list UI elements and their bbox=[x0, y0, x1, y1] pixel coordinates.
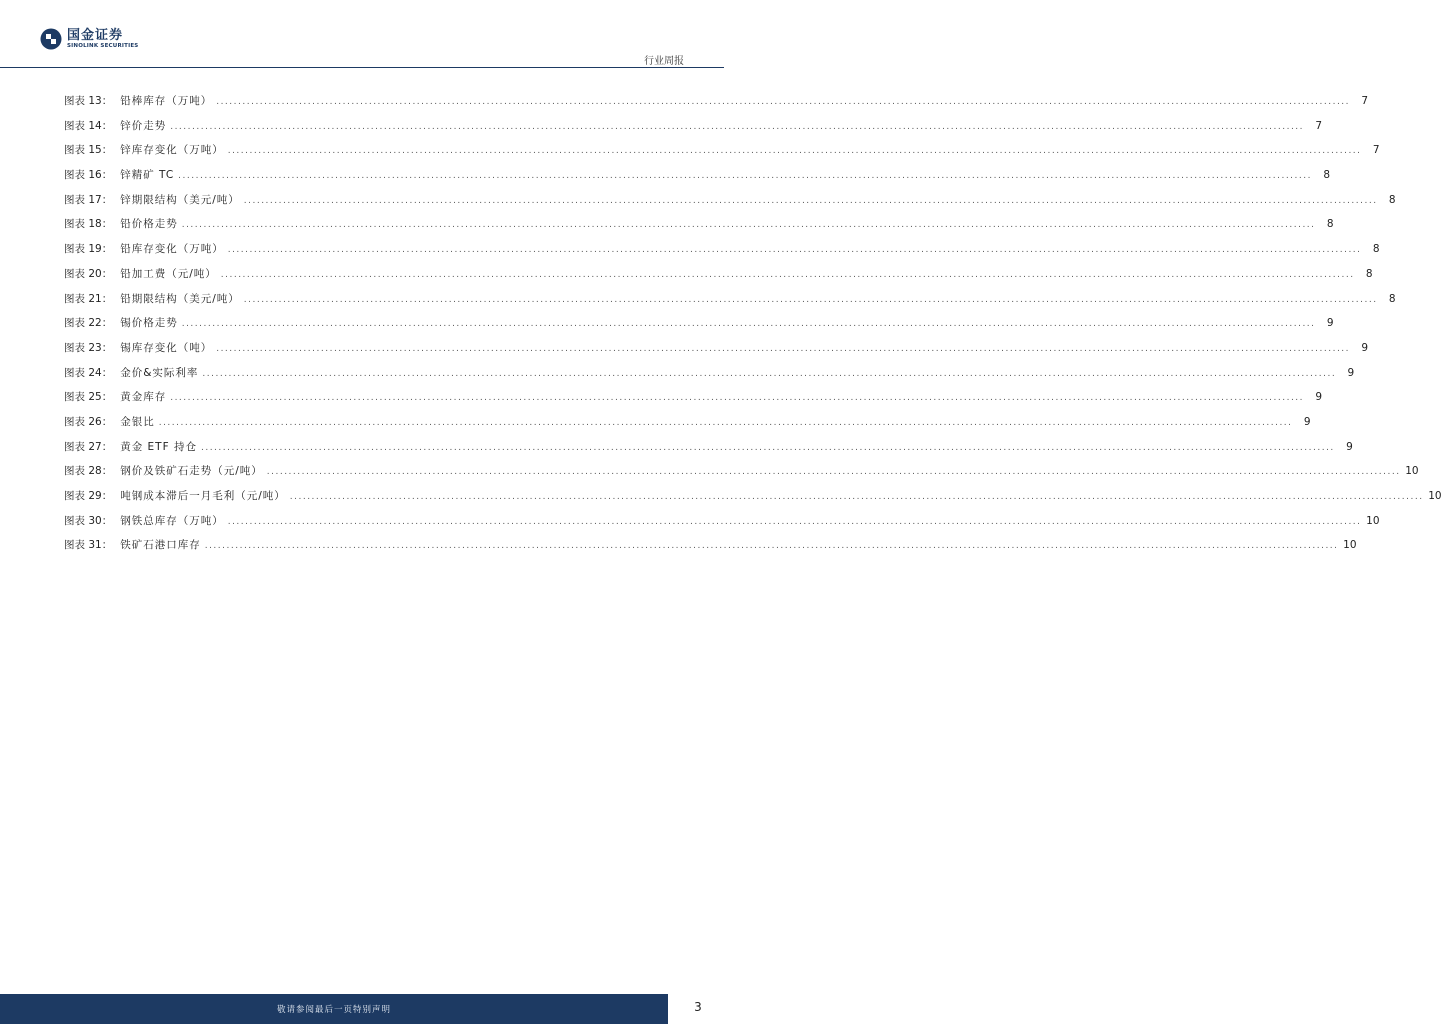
toc-entry[interactable] bbox=[64, 167, 1330, 192]
toc-page-number: 8 bbox=[1326, 218, 1334, 231]
toc-entry[interactable] bbox=[64, 241, 1380, 266]
toc-dot-leader: .................................................................................................................................................................................................................................................................... bbox=[200, 442, 1335, 453]
toc-dot-leader: .................................................................................................................................................................................................................................................................... bbox=[216, 97, 1351, 107]
toc-dot-leader: .................................................................................................................................................................................................................................................................... bbox=[216, 343, 1351, 354]
toc-figure-title: 金价&实际利率 bbox=[120, 366, 199, 379]
toc-figure-number: 图表 23： bbox=[64, 341, 113, 354]
brand-logo bbox=[40, 28, 138, 50]
toc-page-number: 10 bbox=[1366, 514, 1380, 527]
toc-figure-title: 钢铁总库存（万吨） bbox=[120, 514, 224, 527]
toc-dot-leader: .................................................................................................................................................................................................................................................................... bbox=[170, 121, 1305, 132]
toc-figure-title: 铅加工费（元/吨） bbox=[120, 267, 217, 280]
toc-dot-leader: .................................................................................................................................................................................................................................................................... bbox=[170, 393, 1305, 404]
toc-entry[interactable] bbox=[64, 340, 1369, 365]
toc-entry[interactable] bbox=[64, 142, 1380, 167]
toc-page-number: 7 bbox=[1372, 144, 1380, 157]
toc-figure-title: 锌价走势 bbox=[120, 119, 167, 132]
toc-dot-leader: .................................................................................................................................................................................................................................................................... bbox=[178, 171, 1312, 182]
toc-dot-leader: .................................................................................................................................................................................................................................................................... bbox=[181, 319, 1316, 330]
toc-figure-number: 图表 30： bbox=[64, 514, 113, 527]
toc-dot-leader: .................................................................................................................................................................................................................................................................... bbox=[158, 417, 1293, 428]
figure-index bbox=[64, 93, 1442, 562]
toc-dot-leader: .................................................................................................................................................................................................................................................................... bbox=[243, 294, 1378, 305]
toc-entry[interactable] bbox=[64, 93, 1369, 118]
toc-figure-title: 黄金 ETF 持仓 bbox=[120, 440, 197, 453]
toc-figure-title: 铅期限结构（美元/吨） bbox=[120, 292, 240, 305]
toc-dot-leader: .................................................................................................................................................................................................................................................................... bbox=[266, 467, 1401, 478]
toc-entry[interactable] bbox=[64, 513, 1380, 538]
toc-entry[interactable] bbox=[64, 439, 1353, 464]
toc-page-number: 8 bbox=[1372, 243, 1380, 256]
toc-figure-title: 铅价格走势 bbox=[120, 218, 178, 231]
toc-figure-number: 图表 19： bbox=[64, 243, 113, 256]
header-divider bbox=[0, 67, 724, 68]
toc-figure-title: 钢价及铁矿石走势（元/吨） bbox=[120, 465, 263, 478]
toc-entry[interactable] bbox=[64, 315, 1334, 340]
toc-page-number: 9 bbox=[1303, 415, 1311, 428]
sinolink-logo-icon bbox=[40, 28, 62, 50]
toc-figure-number: 图表 26： bbox=[64, 415, 113, 428]
toc-page-number: 8 bbox=[1323, 169, 1330, 182]
toc-entry[interactable] bbox=[64, 266, 1373, 291]
toc-page-number: 7 bbox=[1315, 119, 1323, 132]
toc-figure-title: 锡价格走势 bbox=[120, 317, 178, 330]
toc-figure-number: 图表 24： bbox=[64, 366, 113, 379]
toc-figure-title: 锌精矿 TC bbox=[120, 169, 175, 182]
toc-page-number: 9 bbox=[1326, 317, 1334, 330]
toc-dot-leader: .................................................................................................................................................................................................................................................................... bbox=[289, 492, 1424, 502]
toc-dot-leader: .................................................................................................................................................................................................................................................................... bbox=[204, 541, 1339, 552]
toc-entry[interactable] bbox=[64, 118, 1323, 143]
toc-figure-number: 图表 31： bbox=[64, 539, 113, 552]
toc-page-number: 9 bbox=[1361, 341, 1369, 354]
footer-disclaimer: 敬请参阅最后一页特别声明 bbox=[276, 1005, 391, 1015]
toc-figure-title: 黄金库存 bbox=[120, 391, 167, 404]
toc-page-number: 10 bbox=[1343, 539, 1357, 552]
report-type-label: 行业周报 bbox=[644, 56, 684, 67]
toc-figure-number: 图表 20： bbox=[64, 267, 113, 280]
toc-entry[interactable] bbox=[64, 414, 1311, 439]
toc-figure-number: 图表 16： bbox=[64, 169, 113, 182]
toc-dot-leader: .................................................................................................................................................................................................................................................................... bbox=[227, 245, 1362, 256]
toc-entry[interactable] bbox=[64, 291, 1396, 316]
toc-dot-leader: .................................................................................................................................................................................................................................................................... bbox=[227, 146, 1362, 157]
toc-figure-number: 图表 21： bbox=[64, 292, 113, 305]
toc-figure-title: 铅棒库存（万吨） bbox=[120, 95, 213, 107]
toc-figure-number: 图表 15： bbox=[64, 144, 113, 157]
toc-figure-number: 图表 29： bbox=[64, 490, 113, 502]
brand-name-cn: 国金证券 bbox=[67, 27, 124, 43]
toc-page-number: 9 bbox=[1346, 440, 1353, 453]
toc-page-number: 8 bbox=[1388, 193, 1396, 206]
toc-figure-number: 图表 27： bbox=[64, 440, 113, 453]
toc-dot-leader: .................................................................................................................................................................................................................................................................... bbox=[243, 195, 1378, 206]
page-number: 3 bbox=[694, 1000, 702, 1014]
toc-figure-title: 吨钢成本滞后一月毛利（元/吨） bbox=[120, 490, 286, 502]
toc-figure-title: 锌库存变化（万吨） bbox=[120, 144, 224, 157]
toc-dot-leader: .................................................................................................................................................................................................................................................................... bbox=[220, 269, 1355, 280]
toc-dot-leader: .................................................................................................................................................................................................................................................................... bbox=[202, 368, 1337, 379]
toc-figure-title: 铅库存变化（万吨） bbox=[120, 243, 224, 256]
toc-entry[interactable] bbox=[64, 537, 1357, 562]
toc-page-number: 9 bbox=[1315, 391, 1323, 404]
toc-figure-number: 图表 17： bbox=[64, 193, 113, 206]
toc-figure-title: 金银比 bbox=[120, 415, 155, 428]
toc-figure-number: 图表 22： bbox=[64, 317, 113, 330]
toc-figure-number: 图表 18： bbox=[64, 218, 113, 231]
toc-page-number: 8 bbox=[1365, 267, 1373, 280]
toc-page-number: 7 bbox=[1361, 95, 1369, 107]
brand-name-en: SINOLINK SECURITIES bbox=[67, 42, 139, 49]
page-header bbox=[0, 0, 724, 68]
toc-entry[interactable] bbox=[64, 216, 1334, 241]
toc-entry[interactable] bbox=[64, 192, 1396, 217]
toc-figure-title: 锡库存变化（吨） bbox=[120, 341, 213, 354]
toc-figure-title: 铁矿石港口库存 bbox=[120, 539, 201, 552]
toc-figure-number: 图表 14： bbox=[64, 119, 113, 132]
toc-figure-number: 图表 13： bbox=[64, 95, 113, 107]
toc-dot-leader: .................................................................................................................................................................................................................................................................... bbox=[227, 516, 1362, 527]
toc-entry[interactable] bbox=[64, 463, 1419, 488]
toc-page-number: 9 bbox=[1347, 366, 1355, 379]
toc-dot-leader: .................................................................................................................................................................................................................................................................... bbox=[181, 220, 1316, 231]
toc-figure-number: 图表 25： bbox=[64, 391, 113, 404]
toc-entry[interactable] bbox=[64, 365, 1355, 390]
toc-page-number: 10 bbox=[1405, 465, 1419, 478]
toc-figure-number: 图表 28： bbox=[64, 465, 113, 478]
toc-page-number: 10 bbox=[1428, 490, 1442, 502]
toc-figure-title: 锌期限结构（美元/吨） bbox=[120, 193, 240, 206]
toc-entry[interactable] bbox=[64, 488, 1442, 513]
toc-entry[interactable] bbox=[64, 389, 1323, 414]
toc-page-number: 8 bbox=[1388, 292, 1396, 305]
